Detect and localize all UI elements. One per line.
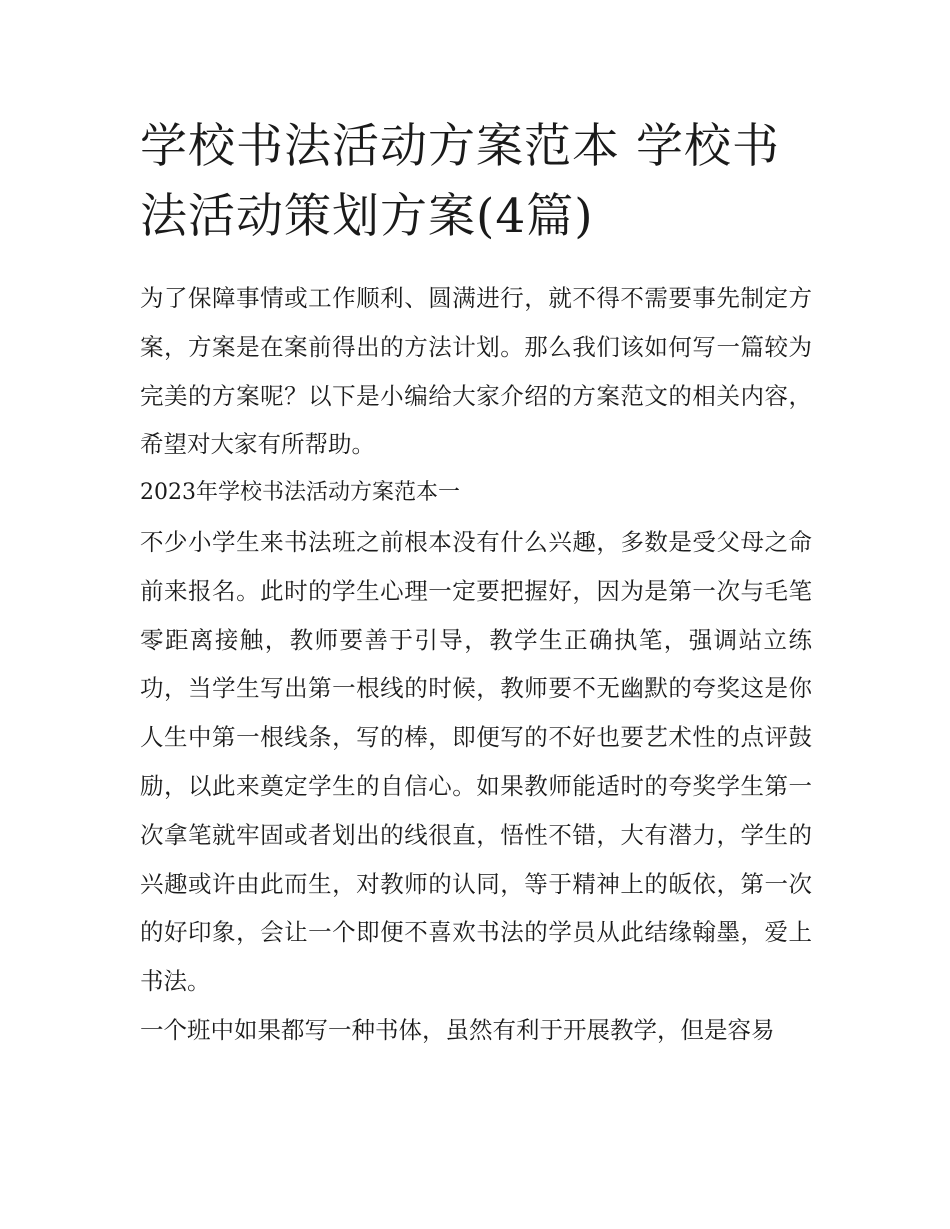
body-paragraph: 不少小学生来书法班之前根本没有什么兴趣，多数是受父母之命前来报名。此时的学生心理一定要把握好，因为是第一次与毛笔零距离接触，教师要善于引导，教学生正确执笔，强调站立练功，当学生写出第一根线的时候，教师要不无幽默的夸奖这是你人生中第一根线条，写的棒，即便写的不好也要艺术性的点评鼓励，以此来奠定学生的自信心。如果教师能适时的夸奖学生第一次拿笔就牢固或者划出的线很直，悟性不错，大有潜力，学生的兴趣或许由此而生，对教师的认同，等于精神上的皈依，第一次的好印象，会让一个即便不喜欢书法的学员从此结缘翰墨，爱上书法。 xyxy=(140,527,812,996)
body-paragraph: 一个班中如果都写一种书体，虽然有利于开展教学，但是容易 xyxy=(140,1015,775,1044)
intro-paragraph: 为了保障事情或工作顺利、圆满进行，就不得不需要事先制定方案，方案是在案前得出的方法计划。那么我们该如何写一篇较为完美的方案呢？以下是小编给大家介绍的方案范文的相关内容，希望对大家有所帮助。 xyxy=(140,284,812,459)
section-heading: 2023年学校书法活动方案范本一 xyxy=(140,480,460,506)
document-page xyxy=(140,112,812,1055)
document-title: 学校书法活动方案范本 学校书法活动策划方案(4篇) xyxy=(140,119,780,244)
